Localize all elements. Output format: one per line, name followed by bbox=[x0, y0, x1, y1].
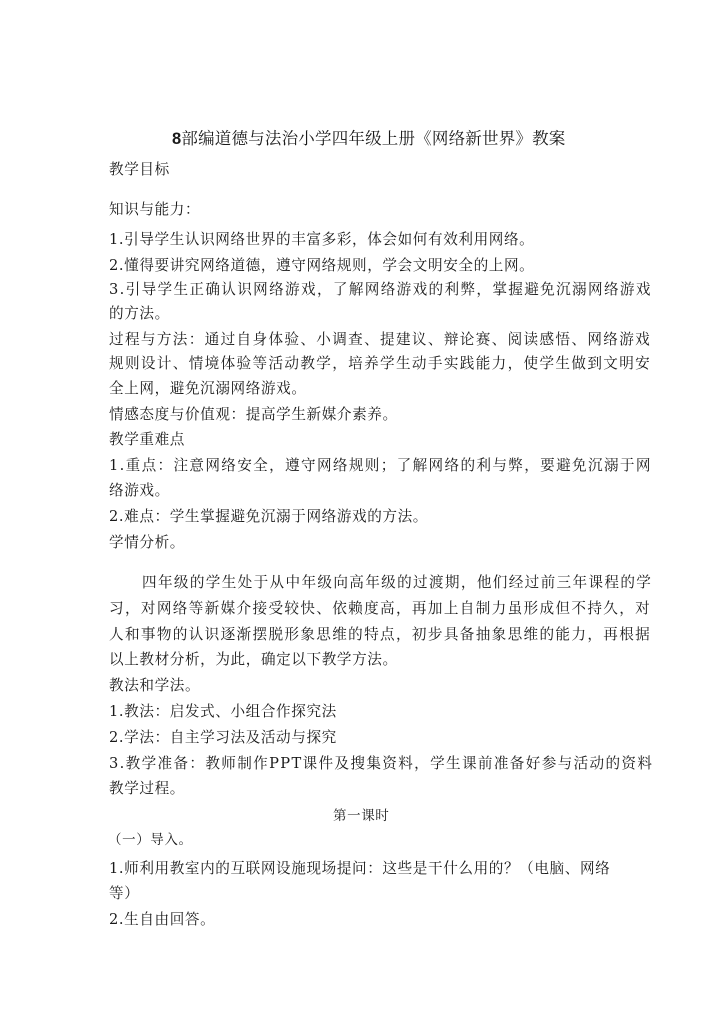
paragraph-line: 四年级的学生处于从中年级向高年级的过渡期，他们经过前三年课程的学 bbox=[142, 574, 653, 591]
section-heading-methods: 教法和学法。 bbox=[109, 677, 201, 694]
subsection-heading-intro: （一）导入。 bbox=[108, 832, 193, 848]
section-heading-analysis: 学情分析。 bbox=[109, 534, 185, 551]
paragraph-line: 过程与方法：通过自身体验、小调查、提建议、辩论赛、阅读感悟、网络游戏 bbox=[109, 331, 652, 348]
paragraph-line: 人和事物的认识逐渐摆脱形象思维的特点，初步具备抽象思维的能力，再根据 bbox=[109, 626, 652, 643]
section-heading-objectives: 教学目标 bbox=[109, 161, 170, 178]
paragraph-line: 2.学法：自主学习法及活动与探究 bbox=[109, 729, 337, 746]
section-heading-key-points: 教学重难点 bbox=[109, 431, 185, 448]
paragraph-line: 3.教学准备：教师制作PPT课件及搜集资料，学生课前准备好参与活动的资料 bbox=[109, 755, 654, 772]
paragraph-line: 以上教材分析，为此，确定以下教学方法。 bbox=[109, 651, 398, 668]
paragraph-line: 1.引导学生认识网络世界的丰富多彩，体会如何有效利用网络。 bbox=[109, 231, 535, 248]
paragraph-line: 情感态度与价值观：提高学生新媒介素养。 bbox=[109, 406, 398, 423]
document-title bbox=[172, 125, 612, 149]
paragraph-line: 2.生自由回答。 bbox=[109, 911, 216, 928]
paragraph-line: 3.引导学生正确认识网络游戏，了解网络游戏的利弊，掌握避免沉溺网络游戏 bbox=[109, 281, 652, 298]
paragraph-line: 全上网，避免沉溺网络游戏。 bbox=[109, 380, 307, 397]
section-heading-process: 教学过程。 bbox=[109, 780, 185, 797]
paragraph-line: 2.懂得要讲究网络道德，遵守网络规则，学会文明安全的上网。 bbox=[109, 257, 535, 274]
paragraph-line: 1.重点：注意网络安全，遵守网络规则；了解网络的利与弊，要避免沉溺于网 bbox=[109, 457, 652, 474]
paragraph-line: 2.难点：学生掌握避免沉溺于网络游戏的方法。 bbox=[109, 508, 429, 525]
title-text: 部编道德与法治小学四年级上册《网络新世界》教案 bbox=[181, 129, 566, 148]
paragraph-line: 习，对网络等新媒介接受较快、依赖度高，再加上自制力虽形成但不持久，对 bbox=[109, 600, 652, 617]
paragraph-line: 1.师利用教室内的互联网设施现场提问：这些是干什么用的？（电脑、网络 bbox=[109, 860, 611, 877]
paragraph-line: 络游戏。 bbox=[109, 482, 170, 499]
subheading-knowledge: 知识与能力： bbox=[109, 201, 201, 218]
paragraph-line: 规则设计、情境体验等活动教学，培养学生动手实践能力，使学生做到文明安 bbox=[109, 355, 652, 372]
lesson-heading: 第一课时 bbox=[333, 808, 390, 824]
title-number: 8 bbox=[172, 130, 182, 148]
paragraph-line: 1.教法：启发式、小组合作探究法 bbox=[109, 703, 337, 720]
paragraph-line: 等） bbox=[109, 885, 140, 902]
paragraph-line: 的方法。 bbox=[109, 305, 170, 322]
